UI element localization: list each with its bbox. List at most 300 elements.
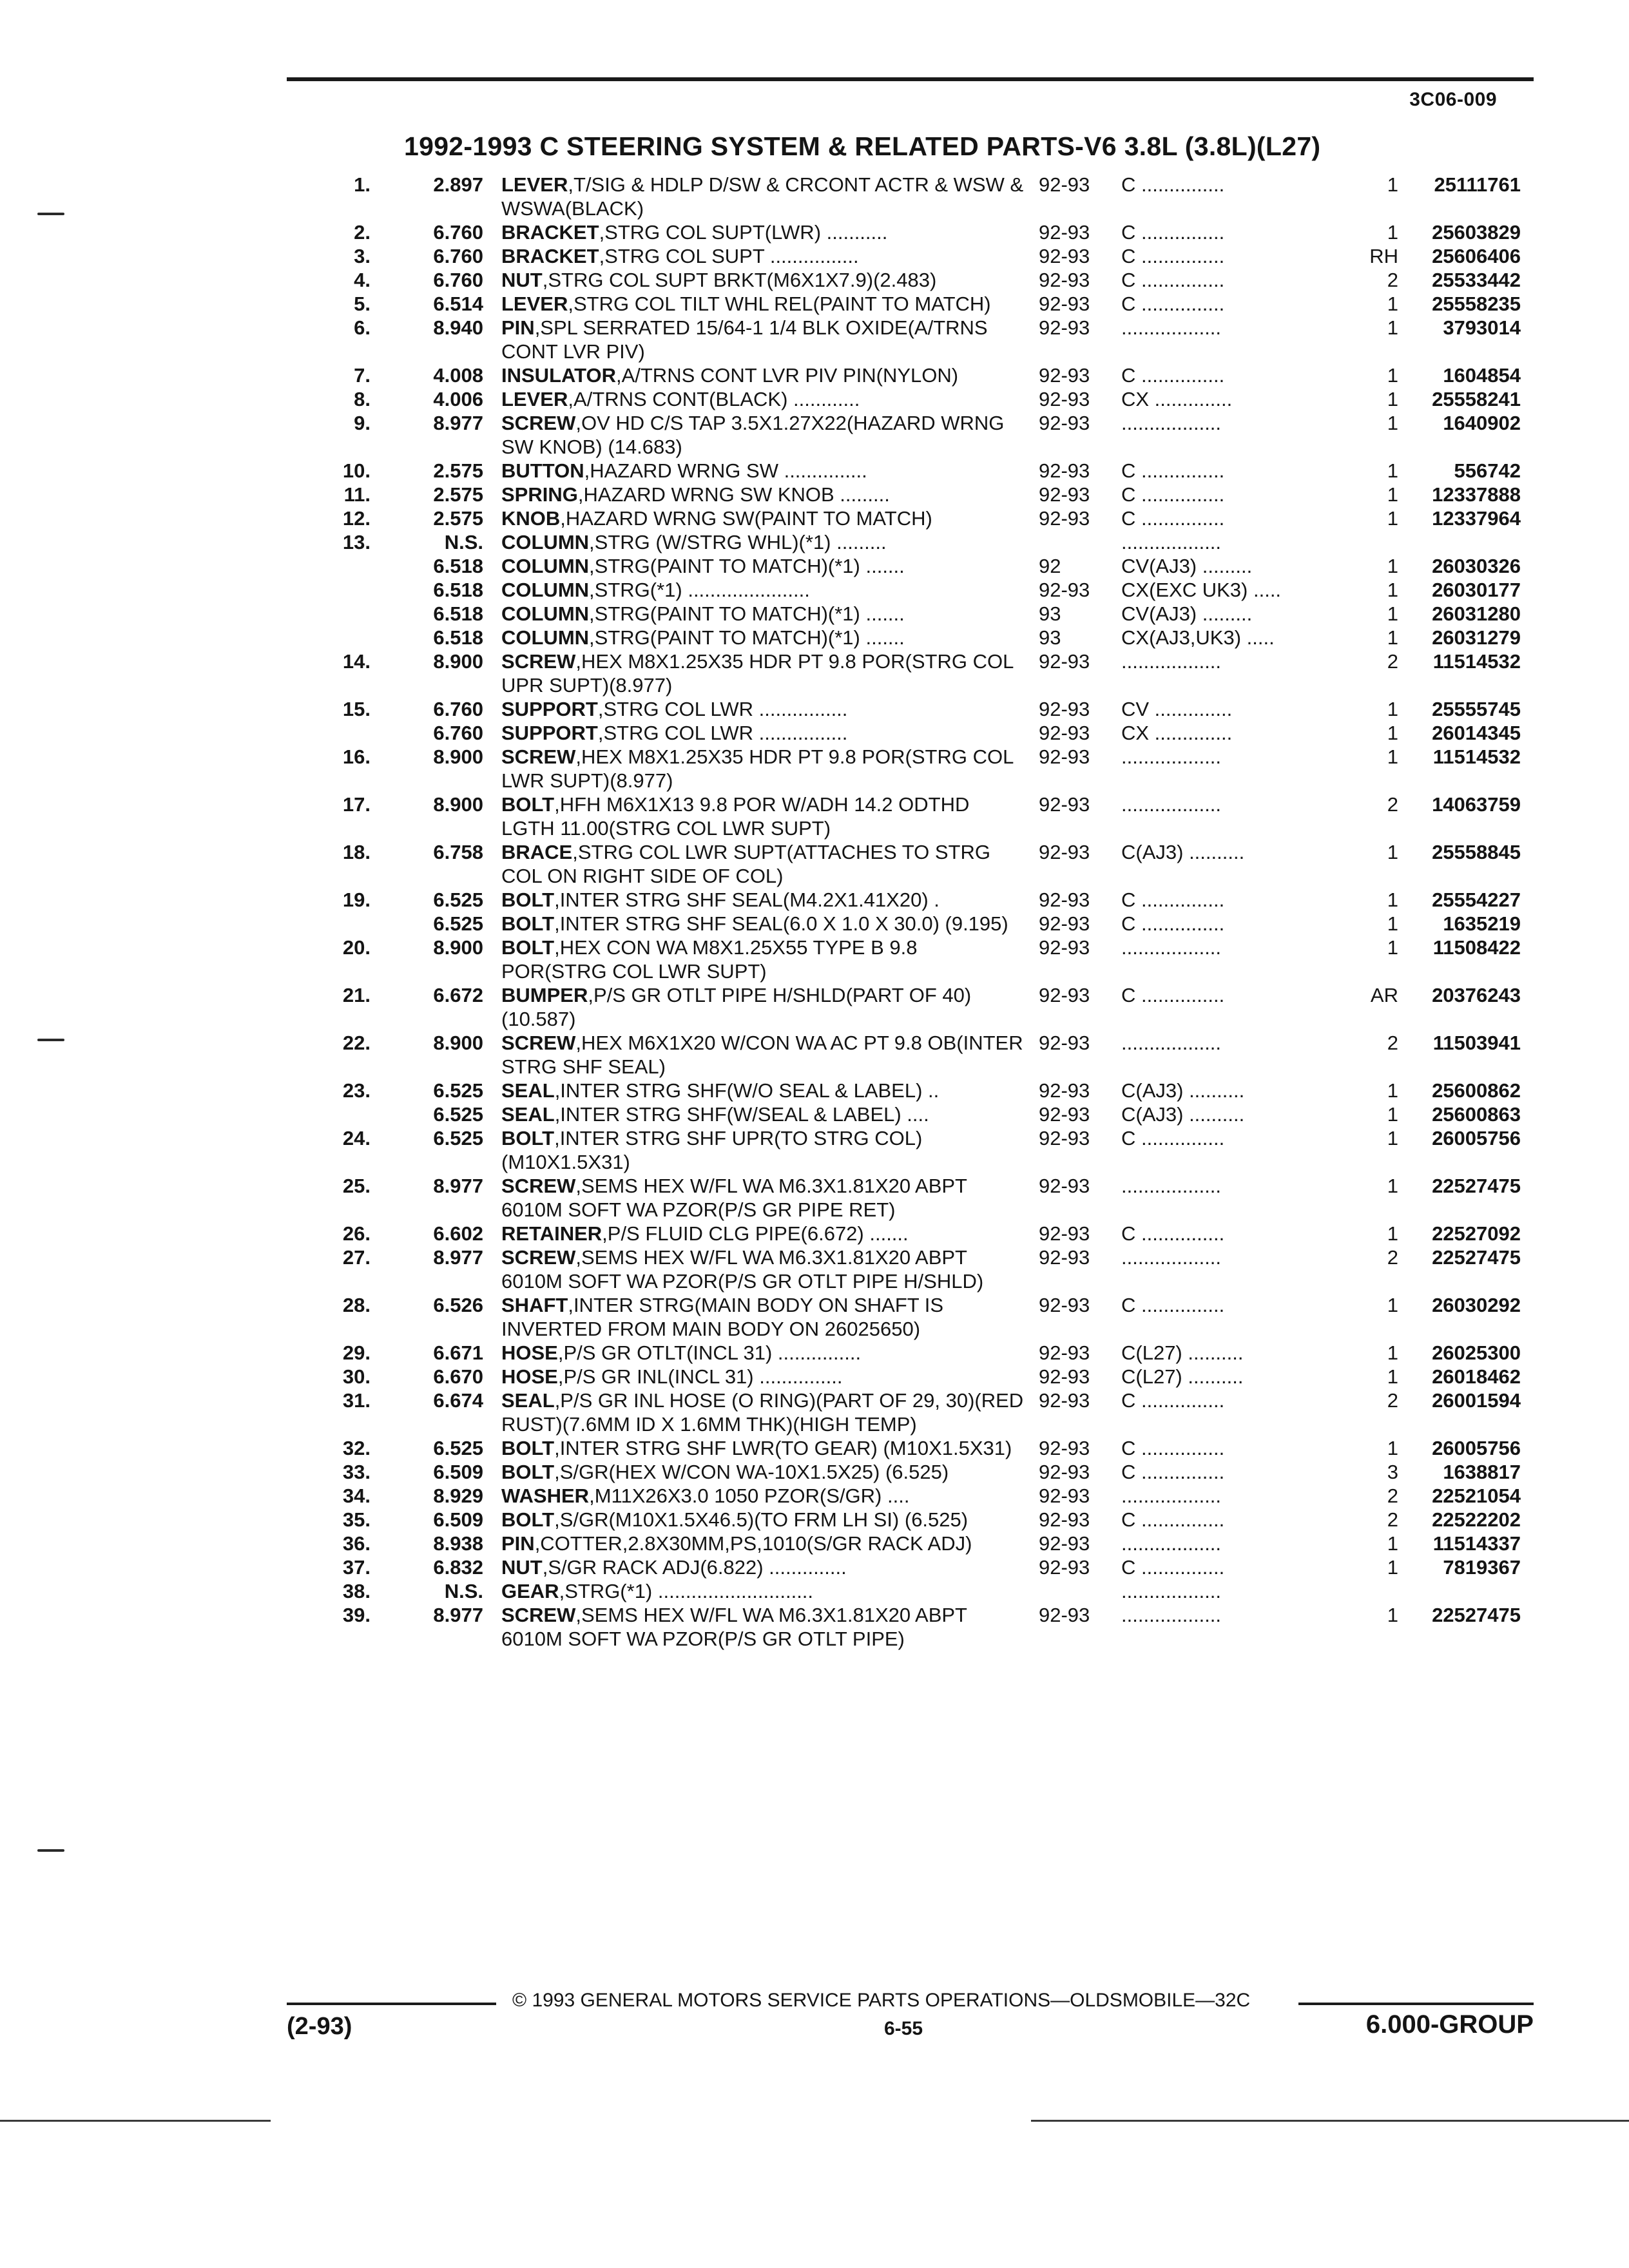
series-code: C ............... [1121,984,1225,1006]
part-name: SCREW [501,412,576,434]
quantity: 1 [1387,1175,1398,1197]
series-code: .................. [1121,1032,1222,1054]
part-description [501,363,1027,387]
group-number: 8.900 [433,1032,483,1054]
page-edge-line [0,2120,271,2122]
model-years: 93 [1039,602,1061,625]
series-code: .................. [1121,650,1222,673]
part-description [501,1460,1027,1484]
part-ref-number: 39. [342,1604,371,1626]
model-years: 92-93 [1039,1222,1090,1245]
part-description [501,1174,1027,1222]
group-number: 8.977 [433,1246,483,1269]
part-row [0,1341,1629,1365]
part-detail: ,STRG COL LWR ................ [597,698,848,720]
part-name: PIN [501,316,535,339]
part-number: 11503941 [1432,1032,1521,1054]
part-ref-number: 15. [342,698,371,720]
quantity: 2 [1387,1032,1398,1054]
part-description [501,602,1027,626]
part-name: RETAINER [501,1222,602,1245]
quantity: 1 [1387,1604,1398,1626]
series-code: C ............... [1121,507,1225,530]
part-detail: ,INTER STRG SHF SEAL(M4.2X1.41X20) . [554,889,940,911]
part-ref-number: 25. [342,1175,371,1197]
part-name: SUPPORT [501,698,598,720]
part-name: INSULATOR [501,364,616,387]
part-detail: ,P/S FLUID CLG PIPE(6.672) ....... [602,1222,909,1245]
part-row [0,1603,1629,1651]
part-number: 20376243 [1432,984,1521,1006]
series-code: C(AJ3) .......... [1121,841,1245,863]
series-code: CV(AJ3) ......... [1121,602,1253,625]
series-code: .................. [1121,412,1222,434]
series-code: .................. [1121,1175,1222,1197]
model-years: 92-93 [1039,1437,1090,1459]
part-number: 12337964 [1432,507,1521,530]
part-row [0,912,1629,936]
part-number: 25554227 [1432,889,1521,911]
part-number: 22527092 [1432,1222,1521,1245]
part-ref-number: 32. [342,1437,371,1459]
part-number: 22527475 [1432,1175,1521,1197]
group-number: 6.518 [433,555,483,577]
part-description [501,530,1027,554]
series-code: .................. [1121,793,1222,816]
model-years: 92-93 [1039,722,1090,744]
part-name: COLUMN [501,602,590,625]
quantity: 1 [1387,602,1398,625]
part-row [0,1484,1629,1508]
model-years: 92-93 [1039,1175,1090,1197]
series-code: .................. [1121,1246,1222,1269]
part-ref-number: 10. [342,459,371,482]
group-number: 6.671 [433,1341,483,1364]
quantity: 2 [1387,793,1398,816]
group-number: 6.760 [433,221,483,244]
part-row [0,649,1629,697]
group-number: N.S. [444,1580,483,1602]
part-row [0,411,1629,459]
part-number: 26001594 [1432,1389,1521,1412]
series-code: C ............... [1121,293,1225,315]
part-name: BRACE [501,841,573,863]
part-ref-number: 13. [342,531,371,553]
model-years: 92-93 [1039,841,1090,863]
part-number: 11514532 [1432,650,1521,673]
part-description [501,1079,1027,1102]
model-years: 92-93 [1039,579,1090,601]
part-number: 25555745 [1432,698,1521,720]
series-code: C ............... [1121,1461,1225,1483]
part-description [501,316,1027,363]
quantity: 3 [1387,1461,1398,1483]
series-code: CX(AJ3,UK3) ..... [1121,626,1275,649]
part-number: 25600863 [1432,1103,1521,1126]
quantity: 1 [1387,388,1398,410]
part-ref-number: 17. [342,793,371,816]
part-description [501,1603,1027,1651]
model-years: 92-93 [1039,388,1090,410]
group-number: 6.526 [433,1294,483,1316]
part-ref-number: 22. [342,1032,371,1054]
part-ref-number: 34. [342,1485,371,1507]
quantity: 1 [1387,1127,1398,1149]
part-ref-number: 33. [342,1461,371,1483]
part-description [501,936,1027,983]
part-row [0,602,1629,626]
quantity: 1 [1387,722,1398,744]
part-description [501,1532,1027,1555]
part-number: 22527475 [1432,1604,1521,1626]
series-code: C ............... [1121,483,1225,506]
model-years: 92-93 [1039,293,1090,315]
part-detail: ,P/S GR OTLT PIPE H/SHLD(PART OF 40)(10.587) [501,984,972,1030]
group-number: 6.525 [433,1437,483,1459]
part-ref-number: 26. [342,1222,371,1245]
part-detail: ,STRG(PAINT TO MATCH)(*1) ....... [589,602,905,625]
part-number: 25603829 [1432,221,1521,244]
part-detail: ,STRG(PAINT TO MATCH)(*1) ....... [589,555,905,577]
group-number: 6.760 [433,245,483,267]
model-years: 92-93 [1039,1485,1090,1507]
part-row [0,1436,1629,1460]
group-number: 8.900 [433,793,483,816]
part-number: 22521054 [1432,1485,1521,1507]
part-ref-number: 36. [342,1532,371,1555]
part-detail: ,HEX M8X1.25X35 HDR PT 9.8 POR(STRG COL LWR SUPT)(8.977) [501,745,1014,792]
group-number: 6.760 [433,269,483,291]
part-description [501,1102,1027,1126]
part-ref-number: 2. [354,221,371,244]
model-years: 92-93 [1039,269,1090,291]
model-years: 92-93 [1039,412,1090,434]
part-row [0,1532,1629,1555]
part-name: GEAR [501,1580,559,1602]
quantity: 2 [1387,1508,1398,1531]
model-years: 92-93 [1039,912,1090,935]
part-detail: ,STRG(*1) ...................... [589,579,810,601]
group-number: 6.832 [433,1556,483,1579]
model-years: 92-93 [1039,1556,1090,1579]
part-description [501,840,1027,888]
part-ref-number: 37. [342,1556,371,1579]
part-row [0,387,1629,411]
part-description [501,1245,1027,1293]
part-row [0,268,1629,292]
part-name: NUT [501,1556,543,1579]
part-name: PIN [501,1532,535,1555]
series-code: C(L27) .......... [1121,1341,1244,1364]
part-number: 26018462 [1432,1365,1521,1388]
quantity: 1 [1387,626,1398,649]
group-number: 6.518 [433,602,483,625]
series-code: C ............... [1121,1437,1225,1459]
quantity: 1 [1387,1437,1398,1459]
part-description [501,173,1027,220]
part-name: COLUMN [501,626,590,649]
quantity: 1 [1387,1365,1398,1388]
quantity: 2 [1387,650,1398,673]
part-description [501,793,1027,840]
part-name: BOLT [501,1437,555,1459]
part-row [0,745,1629,793]
series-code: .................. [1121,316,1222,339]
model-years: 92-93 [1039,698,1090,720]
model-years: 92-93 [1039,793,1090,816]
group-number: 2.575 [433,459,483,482]
quantity: 1 [1387,555,1398,577]
part-row [0,1174,1629,1222]
part-description [501,244,1027,268]
page-edge-line [1031,2120,1629,2122]
quantity: 1 [1387,293,1398,315]
part-number: 26031279 [1432,626,1521,649]
part-number: 3793014 [1443,316,1521,339]
part-detail: ,HEX CON WA M8X1.25X55 TYPE B 9.8 POR(STRG COL LWR SUPT) [501,936,918,983]
group-number: 8.938 [433,1532,483,1555]
part-detail: ,P/S GR INL HOSE (O RING)(PART OF 29, 30)(RED RUST)(7.6MM ID X 1.6MM THK)(HIGH TEMP) [501,1389,1024,1436]
part-name: HOSE [501,1365,558,1388]
model-years: 92-93 [1039,1079,1090,1102]
part-name: SUPPORT [501,722,598,744]
part-detail: ,INTER STRG SHF LWR(TO GEAR) (M10X1.5X31) [554,1437,1012,1459]
part-ref-number: 18. [342,841,371,863]
part-detail: ,SEMS HEX W/FL WA M6.3X1.81X20 ABPT 6010M SOFT WA PZOR(P/S GR OTLT PIPE) [501,1604,967,1650]
series-code: CX(EXC UK3) ..... [1121,579,1282,601]
part-description [501,888,1027,912]
group-number: 2.575 [433,507,483,530]
part-row [0,1579,1629,1603]
model-years: 93 [1039,626,1061,649]
part-description [501,578,1027,602]
group-number: 8.977 [433,412,483,434]
binder-hole-mark [37,213,64,215]
model-years: 92-93 [1039,316,1090,339]
part-row [0,1460,1629,1484]
model-years: 92-93 [1039,364,1090,387]
quantity: 1 [1387,1341,1398,1364]
part-detail: ,HAZARD WRNG SW KNOB ......... [577,483,890,506]
part-number: 25111761 [1434,173,1521,196]
part-description [501,1508,1027,1532]
group-number: 4.006 [433,388,483,410]
model-years: 92-93 [1039,173,1090,196]
part-row [0,626,1629,649]
model-years: 92-93 [1039,507,1090,530]
part-detail: ,SPL SERRATED 15/64-1 1/4 BLK OXIDE(A/TRNS CONT LVR PIV) [501,316,988,363]
quantity: 1 [1387,1294,1398,1316]
model-years: 92-93 [1039,889,1090,911]
binder-hole-mark [37,1849,64,1852]
part-name: BOLT [501,1508,555,1531]
part-number: 26030177 [1432,579,1521,601]
series-code: C ............... [1121,173,1225,196]
series-code: C ............... [1121,1127,1225,1149]
series-code: C ............... [1121,1389,1225,1412]
part-description [501,983,1027,1031]
quantity: RH [1369,245,1398,267]
part-description [501,1389,1027,1436]
series-code: CV .............. [1121,698,1233,720]
part-description [501,459,1027,483]
model-years: 92-93 [1039,1032,1090,1054]
part-detail: ,P/S GR INL(INCL 31) ............... [557,1365,843,1388]
series-code: CX .............. [1121,388,1233,410]
quantity: AR [1370,984,1398,1006]
series-code: C ............... [1121,912,1225,935]
quantity: 1 [1387,889,1398,911]
series-code: C ............... [1121,269,1225,291]
part-detail: ,STRG(*1) ............................ [559,1580,814,1602]
part-number: 1635219 [1443,912,1521,935]
group-number: 6.670 [433,1365,483,1388]
group-number: 6.525 [433,1103,483,1126]
group-number: 8.900 [433,745,483,768]
model-years: 92 [1039,555,1061,577]
model-years: 92-93 [1039,1341,1090,1364]
part-description [501,1365,1027,1389]
footer-rule-left [287,2003,496,2005]
model-years: 92-93 [1039,745,1090,768]
page-title: 1992-1993 C STEERING SYSTEM & RELATED PARTS-V6 3.8L (3.8L)(L27) [404,131,1321,161]
part-row [0,1245,1629,1293]
model-years: 92-93 [1039,221,1090,244]
part-ref-number: 19. [342,889,371,911]
part-description [501,697,1027,721]
part-description [501,220,1027,244]
part-name: BOLT [501,936,555,959]
part-description [501,554,1027,578]
part-number: 11514532 [1432,745,1521,768]
part-detail: ,STRG COL SUPT BRKT(M6X1X7.9)(2.483) [542,269,937,291]
model-years: 92-93 [1039,1461,1090,1483]
part-ref-number: 14. [342,650,371,673]
quantity: 1 [1387,912,1398,935]
series-code: C(L27) .......... [1121,1365,1244,1388]
series-code: CX .............. [1121,722,1233,744]
quantity: 1 [1387,936,1398,959]
quantity: 1 [1387,173,1398,196]
group-number: 6.514 [433,293,483,315]
part-number: 26014345 [1432,722,1521,744]
part-number: 25606406 [1432,245,1521,267]
series-code: .................. [1121,1580,1222,1602]
part-detail: ,HFH M6X1X13 9.8 POR W/ADH 14.2 ODTHD LGTH 11.00(STRG COL LWR SUPT) [501,793,970,840]
part-name: SEAL [501,1079,555,1102]
series-code: .................. [1121,1485,1222,1507]
part-ref-number: 7. [354,364,371,387]
part-ref-number: 4. [354,269,371,291]
part-description [501,483,1027,506]
part-row [0,1079,1629,1102]
part-name: SCREW [501,1032,576,1054]
group-number: 2.575 [433,483,483,506]
part-description [501,292,1027,316]
model-years: 92-93 [1039,1365,1090,1388]
page-number: 6-55 [884,2018,923,2039]
part-detail: ,INTER STRG SHF UPR(TO STRG COL) (M10X1.5X31) [501,1127,923,1173]
part-name: NUT [501,269,543,291]
group-number: 6.525 [433,889,483,911]
group-number: 2.897 [433,173,483,196]
part-row [0,1126,1629,1174]
part-detail: ,COTTER,2.8X30MM,PS,1010(S/GR RACK ADJ) [534,1532,972,1555]
quantity: 1 [1387,316,1398,339]
model-years: 92-93 [1039,984,1090,1006]
series-code: C ............... [1121,221,1225,244]
part-detail: ,HEX M8X1.25X35 HDR PT 9.8 POR(STRG COL UPR SUPT)(8.977) [501,650,1014,697]
part-row [0,888,1629,912]
part-row [0,840,1629,888]
part-number: 11514337 [1432,1532,1521,1555]
part-detail: ,STRG COL TILT WHL REL(PAINT TO MATCH) [568,293,991,315]
part-detail: ,OV HD C/S TAP 3.5X1.27X22(HAZARD WRNG SW KNOB) (14.683) [501,412,1005,458]
part-ref-number: 29. [342,1341,371,1364]
model-years: 92-93 [1039,1127,1090,1149]
quantity: 1 [1387,1079,1398,1102]
part-detail: ,HEX M6X1X20 W/CON WA AC PT 9.8 OB(INTER STRG SHF SEAL) [501,1032,1023,1078]
part-ref-number: 20. [342,936,371,959]
part-detail: ,INTER STRG SHF(W/O SEAL & LABEL) .. [554,1079,940,1102]
part-ref-number: 28. [342,1294,371,1316]
part-row [0,1508,1629,1532]
part-name: BOLT [501,889,555,911]
part-description [501,1579,1027,1603]
quantity: 1 [1387,459,1398,482]
part-name: BOLT [501,1127,555,1149]
model-years: 92-93 [1039,1294,1090,1316]
part-row [0,721,1629,745]
part-detail: ,M11X26X3.0 1050 PZOR(S/GR) .... [589,1485,910,1507]
series-code: C ............... [1121,245,1225,267]
part-name: BUTTON [501,459,584,482]
part-detail: ,HAZARD WRNG SW ............... [584,459,867,482]
part-name: SCREW [501,650,576,673]
model-years: 92-93 [1039,483,1090,506]
part-detail: ,STRG COL LWR SUPT(ATTACHES TO STRG COL ON RIGHT SIDE OF COL) [501,841,990,887]
part-name: BOLT [501,912,555,935]
part-number: 556742 [1454,459,1521,482]
part-description [501,1341,1027,1365]
model-years: 92-93 [1039,245,1090,267]
group-number: 6.525 [433,1079,483,1102]
part-row [0,936,1629,983]
part-row [0,220,1629,244]
part-row [0,554,1629,578]
part-detail: ,S/GR(M10X1.5X46.5)(TO FRM LH SI) (6.525) [554,1508,969,1531]
group-number: 8.977 [433,1604,483,1626]
part-description [501,912,1027,936]
part-ref-number: 3. [354,245,371,267]
part-detail: ,INTER STRG(MAIN BODY ON SHAFT IS INVERTED FROM MAIN BODY ON 26025650) [501,1294,944,1340]
part-number: 12337888 [1432,483,1521,506]
part-number: 25558241 [1432,388,1521,410]
part-row [0,316,1629,363]
part-description [501,506,1027,530]
quantity: 1 [1387,1103,1398,1126]
group-number: 4.008 [433,364,483,387]
group-label: 6.000-GROUP [1365,2010,1534,2039]
quantity: 1 [1387,1222,1398,1245]
quantity: 1 [1387,507,1398,530]
model-years: 92-93 [1039,1604,1090,1626]
part-row [0,459,1629,483]
group-number: 8.977 [433,1175,483,1197]
footer-rule-right [1298,2003,1534,2005]
part-description [501,745,1027,793]
quantity: 2 [1387,269,1398,291]
